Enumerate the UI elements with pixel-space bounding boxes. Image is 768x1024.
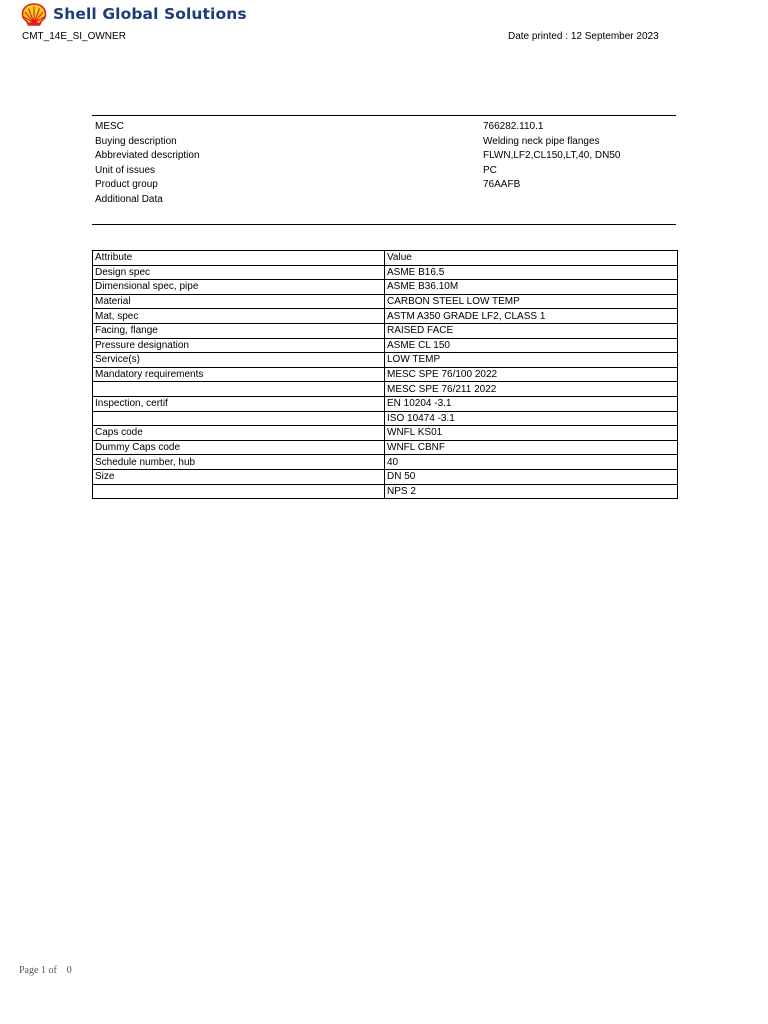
value-cell: MESC SPE 76/211 2022 — [385, 382, 678, 397]
attribute-cell: Dimensional spec, pipe — [93, 280, 385, 295]
info-label: Buying description — [95, 135, 177, 147]
value-cell: DN 50 — [385, 469, 678, 484]
value-cell: ASME B36.10M — [385, 280, 678, 295]
attribute-cell — [93, 382, 385, 397]
table-row — [93, 455, 678, 470]
value-cell: WNFL CBNF — [385, 440, 678, 455]
value-cell: EN 10204 -3.1 — [385, 396, 678, 411]
table-row — [93, 440, 678, 455]
attribute-cell: Design spec — [93, 265, 385, 280]
attribute-cell: Service(s) — [93, 353, 385, 368]
top-divider — [92, 115, 676, 116]
info-value: Welding neck pipe flanges — [483, 135, 600, 147]
info-row — [92, 120, 676, 135]
table-row — [93, 367, 678, 382]
info-row — [92, 135, 676, 150]
shell-pecten-logo-icon — [21, 3, 47, 27]
table-row — [93, 338, 678, 353]
info-value: 766282.110.1 — [483, 121, 544, 132]
value-header: Value — [385, 251, 678, 266]
table-row — [93, 280, 678, 295]
info-row — [92, 149, 676, 164]
table-row — [93, 411, 678, 426]
page-label: Page 1 of — [19, 965, 57, 976]
info-label: MESC — [95, 121, 124, 132]
info-row — [92, 178, 676, 193]
table-row — [93, 484, 678, 499]
attribute-cell — [93, 411, 385, 426]
attribute-cell: Size — [93, 469, 385, 484]
table-header-row — [93, 251, 678, 266]
total-pages: 0 — [66, 965, 72, 976]
page-footer — [19, 965, 72, 976]
value-cell: CARBON STEEL LOW TEMP — [385, 294, 678, 309]
attribute-cell: Pressure designation — [93, 338, 385, 353]
value-cell: ASME CL 150 — [385, 338, 678, 353]
info-label: Unit of issues — [95, 164, 156, 176]
table-row — [93, 469, 678, 484]
brand-title: Shell Global Solutions — [53, 5, 247, 23]
value-cell: MESC SPE 76/100 2022 — [385, 367, 678, 382]
table-row — [93, 382, 678, 397]
attribute-header: Attribute — [93, 251, 385, 266]
table-row — [93, 323, 678, 338]
value-cell: ASTM A350 GRADE LF2, CLASS 1 — [385, 309, 678, 324]
info-label: Additional Data — [95, 193, 163, 205]
value-cell: 40 — [385, 455, 678, 470]
value-cell: RAISED FACE — [385, 323, 678, 338]
info-row — [92, 164, 676, 179]
attribute-cell: Mandatory requirements — [93, 367, 385, 382]
attribute-cell: Schedule number, hub — [93, 455, 385, 470]
attribute-cell: Mat, spec — [93, 309, 385, 324]
bottom-divider — [92, 224, 676, 225]
table-row — [93, 396, 678, 411]
document-id: CMT_14E_SI_OWNER — [22, 31, 126, 42]
attribute-cell: Dummy Caps code — [93, 440, 385, 455]
attribute-cell: Caps code — [93, 426, 385, 441]
material-info-block — [92, 120, 676, 207]
value-cell: NPS 2 — [385, 484, 678, 499]
attribute-cell — [93, 484, 385, 499]
table-row — [93, 426, 678, 441]
info-value: FLWN,LF2,CL150,LT,40, DN50 — [483, 150, 621, 161]
value-cell: WNFL KS01 — [385, 426, 678, 441]
info-row — [92, 193, 676, 208]
attribute-cell: Inspection, certif — [93, 396, 385, 411]
table-row — [93, 294, 678, 309]
attribute-cell: Facing, flange — [93, 323, 385, 338]
value-cell: ISO 10474 -3.1 — [385, 411, 678, 426]
info-value: 76AAFB — [483, 179, 521, 190]
attribute-table — [92, 250, 678, 499]
attribute-cell: Material — [93, 294, 385, 309]
info-label: Abbreviated description — [95, 150, 200, 161]
value-cell: LOW TEMP — [385, 353, 678, 368]
value-cell: ASME B16.5 — [385, 265, 678, 280]
info-label: Product group — [95, 179, 158, 190]
table-row — [93, 309, 678, 324]
table-row — [93, 353, 678, 368]
info-value: PC — [483, 164, 497, 176]
table-row — [93, 265, 678, 280]
date-printed: Date printed : 12 September 2023 — [508, 31, 659, 42]
